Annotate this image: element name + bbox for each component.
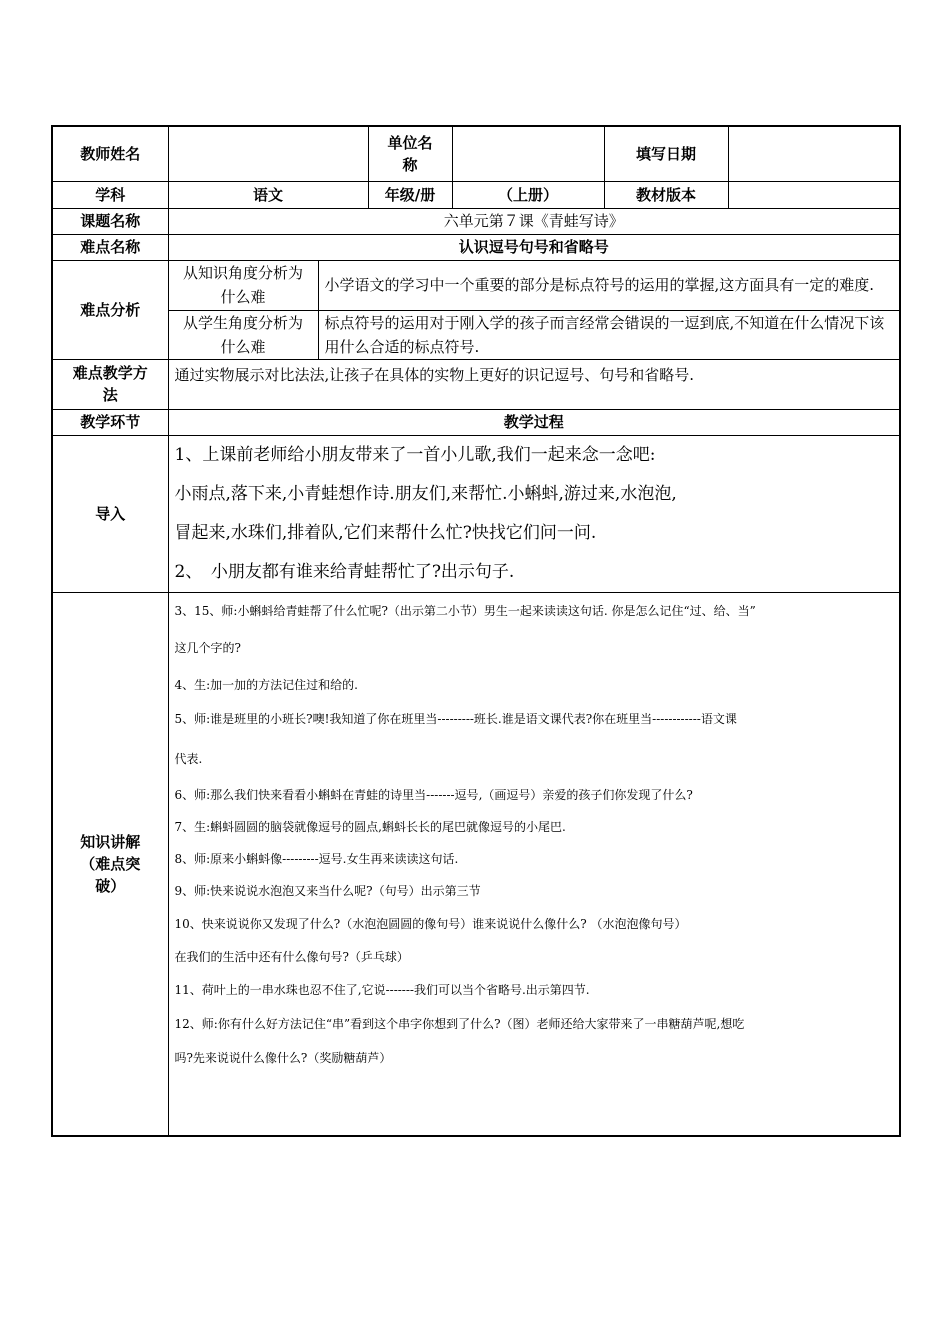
analysis-student-row	[52, 310, 900, 359]
lesson-plan-form	[51, 125, 899, 1137]
knowledge-line: 12、师:你有什么好方法记住“串”看到这个串字你想到了什么?（图）老师还给大家带来了一串糖葫芦呢,想吃	[174, 1016, 745, 1031]
unit-name-label-line1: 单位名	[387, 133, 433, 152]
student-angle-text: 标点符号的运用对于刚入学的孩子而言经常会错误的一逗到底,不知道在什么情况下该用什么合适的标点符号.	[318, 310, 900, 359]
header-row	[52, 126, 900, 181]
topic-row	[52, 208, 900, 234]
topic-value: 六单元第７课《青蛙写诗》	[168, 208, 900, 234]
knowledge-line: 3、15、师:小蝌蚪给青蛙帮了什么忙呢?（出示第二小节）男生一起来读读这句话. 你是怎么记住“过、给、当”	[174, 603, 756, 618]
fill-date-label: 填写日期	[604, 126, 728, 181]
student-angle-label-line2: 什么难	[220, 337, 266, 356]
lesson-plan-table	[51, 125, 901, 1137]
unit-name-value	[452, 126, 604, 181]
subject-row	[52, 181, 900, 208]
student-angle-label	[168, 310, 318, 359]
intro-row	[52, 435, 900, 592]
analysis-label: 难点分析	[52, 260, 168, 359]
teacher-name-value	[168, 126, 368, 181]
edition-value	[728, 181, 900, 208]
knowledge-line: 8、师:原来小蝌蚪像---------逗号.女生再来读读这句话.	[174, 851, 459, 866]
student-angle-label-line1: 从学生角度分析为	[182, 313, 303, 332]
method-label-line1: 难点教学方	[72, 364, 148, 382]
intro-line: 2、 小朋友都有谁来给青蛙帮忙了?出示句子.	[174, 561, 515, 582]
knowledge-angle-label-line1: 从知识角度分析为	[182, 264, 303, 282]
method-text: 通过实物展示对比法法,让孩子在具体的实物上更好的识记逗号、句号和省略号.	[168, 359, 900, 409]
knowledge-row	[52, 592, 900, 1136]
knowledge-line: 5、师:谁是班里的小班长?噢!我知道了你在班里当---------班长.谁是语文课代表?你在班里当------------语文课	[174, 711, 737, 726]
topic-label: 课题名称	[52, 208, 168, 234]
knowledge-line: 在我们的生活中还有什么像句号?（乒乓球）	[174, 949, 409, 964]
knowledge-label-line3: 破）	[95, 876, 126, 895]
knowledge-line: 10、快来说说你又发现了什么?（水泡泡圆圆的像句号）谁来说说什么像什么? （水泡泡像句号）	[174, 916, 687, 931]
teacher-name-label: 教师姓名	[52, 126, 168, 181]
knowledge-content	[168, 592, 900, 1136]
knowledge-line: 这几个字的?	[174, 640, 241, 655]
process-header-label: 教学过程	[168, 409, 900, 435]
subject-value: 语文	[168, 181, 368, 208]
knowledge-label-line2: （难点突	[80, 854, 141, 873]
knowledge-line: 9、师:快来说说水泡泡又来当什么呢?（句号）出示第三节	[174, 883, 481, 898]
grade-value: （上册）	[452, 181, 604, 208]
intro-line: 小雨点,落下来,小青蛙想作诗.朋友们,来帮忙.小蝌蚪,游过来,水泡泡,	[174, 483, 677, 504]
knowledge-line: 11、荷叶上的一串水珠也忍不住了,它说-------我们可以当个省略号.出示第四节.	[174, 982, 590, 997]
difficulty-label: 难点名称	[52, 234, 168, 260]
method-label	[52, 359, 168, 409]
knowledge-line: 4、生:加一加的方法记住过和给的.	[174, 677, 358, 692]
subject-label: 学科	[52, 181, 168, 208]
grade-label: 年级/册	[368, 181, 452, 208]
difficulty-row	[52, 234, 900, 260]
knowledge-angle-text: 小学语文的学习中一个重要的部分是标点符号的运用的掌握,这方面具有一定的难度.	[318, 260, 900, 310]
intro-label: 导入	[52, 435, 168, 592]
knowledge-angle-label-line2: 什么难	[220, 288, 266, 306]
method-row	[52, 359, 900, 409]
process-header-row	[52, 409, 900, 435]
intro-content	[168, 435, 900, 592]
method-label-line2: 法	[102, 386, 118, 404]
unit-name-label-line2: 称	[402, 155, 418, 174]
knowledge-angle-label	[168, 260, 318, 310]
knowledge-label-line1: 知识讲解	[80, 832, 141, 851]
intro-line: 冒起来,水珠们,排着队,它们来帮什么忙?快找它们问一问.	[174, 522, 597, 543]
knowledge-line: 吗?先来说说什么像什么?（奖励糖葫芦）	[174, 1050, 392, 1065]
edition-label: 教材版本	[604, 181, 728, 208]
knowledge-line: 代表.	[174, 751, 203, 766]
knowledge-label	[52, 592, 168, 1136]
fill-date-value	[728, 126, 900, 181]
analysis-knowledge-row	[52, 260, 900, 310]
unit-name-label	[368, 126, 452, 181]
intro-line: 1、上课前老师给小朋友带来了一首小儿歌,我们一起来念一念吧:	[174, 444, 656, 465]
knowledge-line: 6、师:那么我们快来看看小蝌蚪在青蛙的诗里当-------逗号,（画逗号）亲爱的孩子们你发现了什么?	[174, 787, 693, 802]
difficulty-value: 认识逗号句号和省略号	[168, 234, 900, 260]
knowledge-line: 7、生:蝌蚪圆圆的脑袋就像逗号的圆点,蝌蚪长长的尾巴就像逗号的小尾巴.	[174, 819, 566, 834]
stage-header-label: 教学环节	[52, 409, 168, 435]
